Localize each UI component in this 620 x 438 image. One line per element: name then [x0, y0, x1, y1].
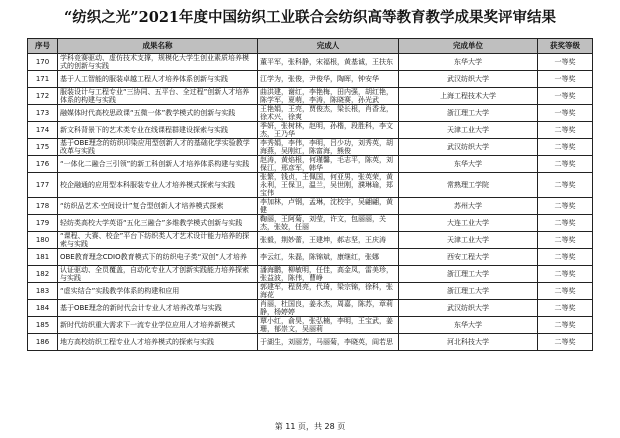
- institution: 东华大学: [399, 54, 538, 71]
- institution: 东华大学: [399, 317, 538, 334]
- award-level: 一等奖: [538, 54, 593, 71]
- contributors: 董平军，张科静，宋福根，黄基诚，王扶东: [258, 54, 399, 71]
- contributors: 潘海鹏，柳敏明，任佳，高金凤，雷美珍，张益波，陈伟，曹峥: [258, 266, 399, 283]
- achievement-name: 融媒体时代高校思政课“五微一体”教学模式的创新与实践: [58, 105, 258, 122]
- institution: 上海工程技术大学: [399, 88, 538, 105]
- row-number: 180: [28, 232, 58, 249]
- contributors: 王艳娟，王亮，贾俊杰，梁长根，肖香龙，徐术兴，徐爽: [258, 105, 399, 122]
- table-row: [28, 156, 593, 173]
- header-number: 序号: [28, 39, 58, 54]
- contributors: 郭建军，程贤亮，代琦，梁宗锦，徐科，张海花: [258, 283, 399, 300]
- row-number: 186: [28, 334, 58, 351]
- award-level: 一等奖: [538, 88, 593, 105]
- row-number: 182: [28, 266, 58, 283]
- award-level: 二等奖: [538, 122, 593, 139]
- page-number: 第 11 页，共 28 页: [274, 422, 346, 431]
- row-number: 177: [28, 173, 58, 198]
- contributors: 张毅，荆妙蕾，王建坤，郝志坚，王庆涛: [258, 232, 399, 249]
- table-row: [28, 122, 593, 139]
- award-level: 二等奖: [538, 215, 593, 232]
- table-row: [28, 71, 593, 88]
- table-row: [28, 266, 593, 283]
- row-number: 175: [28, 139, 58, 156]
- institution: 武汉纺织大学: [399, 300, 538, 317]
- institution: 西安工程大学: [399, 249, 538, 266]
- achievement-name: “纺织品艺术·空间设计”复合型创新人才培养模式探索: [58, 198, 258, 215]
- header-level: 获奖等级: [538, 39, 593, 54]
- row-number: 183: [28, 283, 58, 300]
- row-number: 179: [28, 215, 58, 232]
- row-number: 176: [28, 156, 58, 173]
- award-level: 二等奖: [538, 266, 593, 283]
- row-number: 184: [28, 300, 58, 317]
- award-level: 二等奖: [538, 173, 593, 198]
- contributors: 于湖生，刘丽芳，马丽菊，李晓英，阎若思: [258, 334, 399, 351]
- award-level: 二等奖: [538, 317, 593, 334]
- institution: 武汉纺织大学: [399, 139, 538, 156]
- institution: 苏州大学: [399, 198, 538, 215]
- contributors: 曲洪建，谢红，李艳梅，田内强，胡红艳，陈学军，夏萌，李涛，陈晓赛，孙光武: [258, 88, 399, 105]
- award-level: 二等奖: [538, 283, 593, 300]
- achievement-name: 基于OBE理念的纺织印染应用型创新人才的基础化学实验教学改革与实践: [58, 139, 258, 156]
- table-row: [28, 139, 593, 156]
- achievement-name: 服装设计与工程专业“三协同、五平台、全过程”创新人才培养体系的构建与实践: [58, 88, 258, 105]
- table-row: [28, 317, 593, 334]
- contributors: 江学为，张俊，尹俊华，陶晖，钟安华: [258, 71, 399, 88]
- institution: 浙江理工大学: [399, 266, 538, 283]
- header-achievement: 成果名称: [58, 39, 258, 54]
- contributors: 鞠丽，王阿菊，刘莹，许文，包丽丽，关杰，张姣，任丽: [258, 215, 399, 232]
- award-level: 二等奖: [538, 139, 593, 156]
- table-row: [28, 249, 593, 266]
- row-number: 181: [28, 249, 58, 266]
- table-row: [28, 198, 593, 215]
- award-level: 二等奖: [538, 232, 593, 249]
- table-row: [28, 334, 593, 351]
- award-level: 二等奖: [538, 198, 593, 215]
- row-number: 171: [28, 71, 58, 88]
- table-row: [28, 215, 593, 232]
- contributors: 李加林，卢钢，孟琳，沈校宇，吴翩翩，黄健: [258, 198, 399, 215]
- achievement-name: 学科竞赛驱动、虚仿技术支撑，规模化大学生创业素质培养模式的创新与实践: [58, 54, 258, 71]
- row-number: 173: [28, 105, 58, 122]
- achievement-name: 新时代纺织重大需求下一流专业学位应用人才培养新模式: [58, 317, 258, 334]
- award-level: 二等奖: [538, 156, 593, 173]
- page-title: “纺织之光”2021年度中国纺织工业联合会纺织高等教育教学成果奖评审结果: [63, 9, 557, 26]
- achievement-name: OBE教育理念CDIO教育模式下的纺织电子类“双创”人才培养: [58, 249, 258, 266]
- table-row: [28, 300, 593, 317]
- table-row: [28, 232, 593, 249]
- institution: 天津工业大学: [399, 232, 538, 249]
- table-header-row: [28, 39, 593, 54]
- award-level: 二等奖: [538, 249, 593, 266]
- achievement-name: 校企融通的应用型本科服装专业人才培养模式探索与实践: [58, 173, 258, 198]
- contributors: 张繁，钱贞，王佩国，何亚男，张英荣，黄永利，王保卫，温兰，吴世刚，濮琳瑜，郑宝伟: [258, 173, 399, 198]
- achievement-name: 新文科背景下的艺术类专业在线课程群建设探索与实践: [58, 122, 258, 139]
- award-level: 二等奖: [538, 300, 593, 317]
- institution: 浙江理工大学: [399, 283, 538, 300]
- achievement-name: 基于OBE理念的新时代会计专业人才培养改革与实践: [58, 300, 258, 317]
- contributors: 季妍，张树林，赵明，孙楷，段胜科，李文杰，王乃华: [258, 122, 399, 139]
- header-unit: 完成单位: [399, 39, 538, 54]
- row-number: 172: [28, 88, 58, 105]
- achievement-name: 认证驱动、全员覆盖，自动化专业人才创新实践能力培养探索与实践: [58, 266, 258, 283]
- results-table: [27, 38, 593, 351]
- achievement-name: “虚实结合”实践教学体系的构建和应用: [58, 283, 258, 300]
- achievement-name: “一体化二融合三引领”的新工科创新人才培养体系构建与实践: [58, 156, 258, 173]
- institution: 天津工业大学: [399, 122, 538, 139]
- table-row: [28, 173, 593, 198]
- row-number: 174: [28, 122, 58, 139]
- row-number: 170: [28, 54, 58, 71]
- table-row: [28, 54, 593, 71]
- contributors: 赵涛，黄焰根，何瑾馨，毛志平，陈英，刘保江，邢彦军，韩华: [258, 156, 399, 173]
- contributors: 肖丽，杜国良，姜永杰，周嘉，陈苏，章莉静，杨婷婷: [258, 300, 399, 317]
- table-row: [28, 88, 593, 105]
- contributors: 李云红，朱磊，陈锦斌，康继红，张娜: [258, 249, 399, 266]
- award-level: 一等奖: [538, 71, 593, 88]
- contributors: 李秀娟，李伟，李明，吕少功，刘秀英，胡海燕，吴刚红，陈富海，熊俊: [258, 139, 399, 156]
- achievement-name: 基于人工智能的服装卓越工程人才培养体系创新与实践: [58, 71, 258, 88]
- institution: 武汉纺织大学: [399, 71, 538, 88]
- institution: 河北科技大学: [399, 334, 538, 351]
- achievement-name: 地方高校纺织工程专业人才培养模式的探索与实践: [58, 334, 258, 351]
- achievement-name: “课程、大赛、校企”平台下纺织类人才艺术设计能力培养的探索与实践: [58, 232, 258, 249]
- institution: 东华大学: [399, 156, 538, 173]
- row-number: 185: [28, 317, 58, 334]
- award-level: 二等奖: [538, 334, 593, 351]
- achievement-name: 轻纺类高校大学英语“五化三融合”多维教学模式创新与实践: [58, 215, 258, 232]
- institution: 常熟理工学院: [399, 173, 538, 198]
- award-level: 一等奖: [538, 105, 593, 122]
- institution: 浙江理工大学: [399, 105, 538, 122]
- row-number: 178: [28, 198, 58, 215]
- table-row: [28, 283, 593, 300]
- header-people: 完成人: [258, 39, 399, 54]
- contributors: 覃小红，俞昊，张弘楠，李明，王宝武，姜珊，郁崇文，吴丽莉: [258, 317, 399, 334]
- institution: 大连工业大学: [399, 215, 538, 232]
- table-row: [28, 105, 593, 122]
- table-body: [28, 54, 593, 351]
